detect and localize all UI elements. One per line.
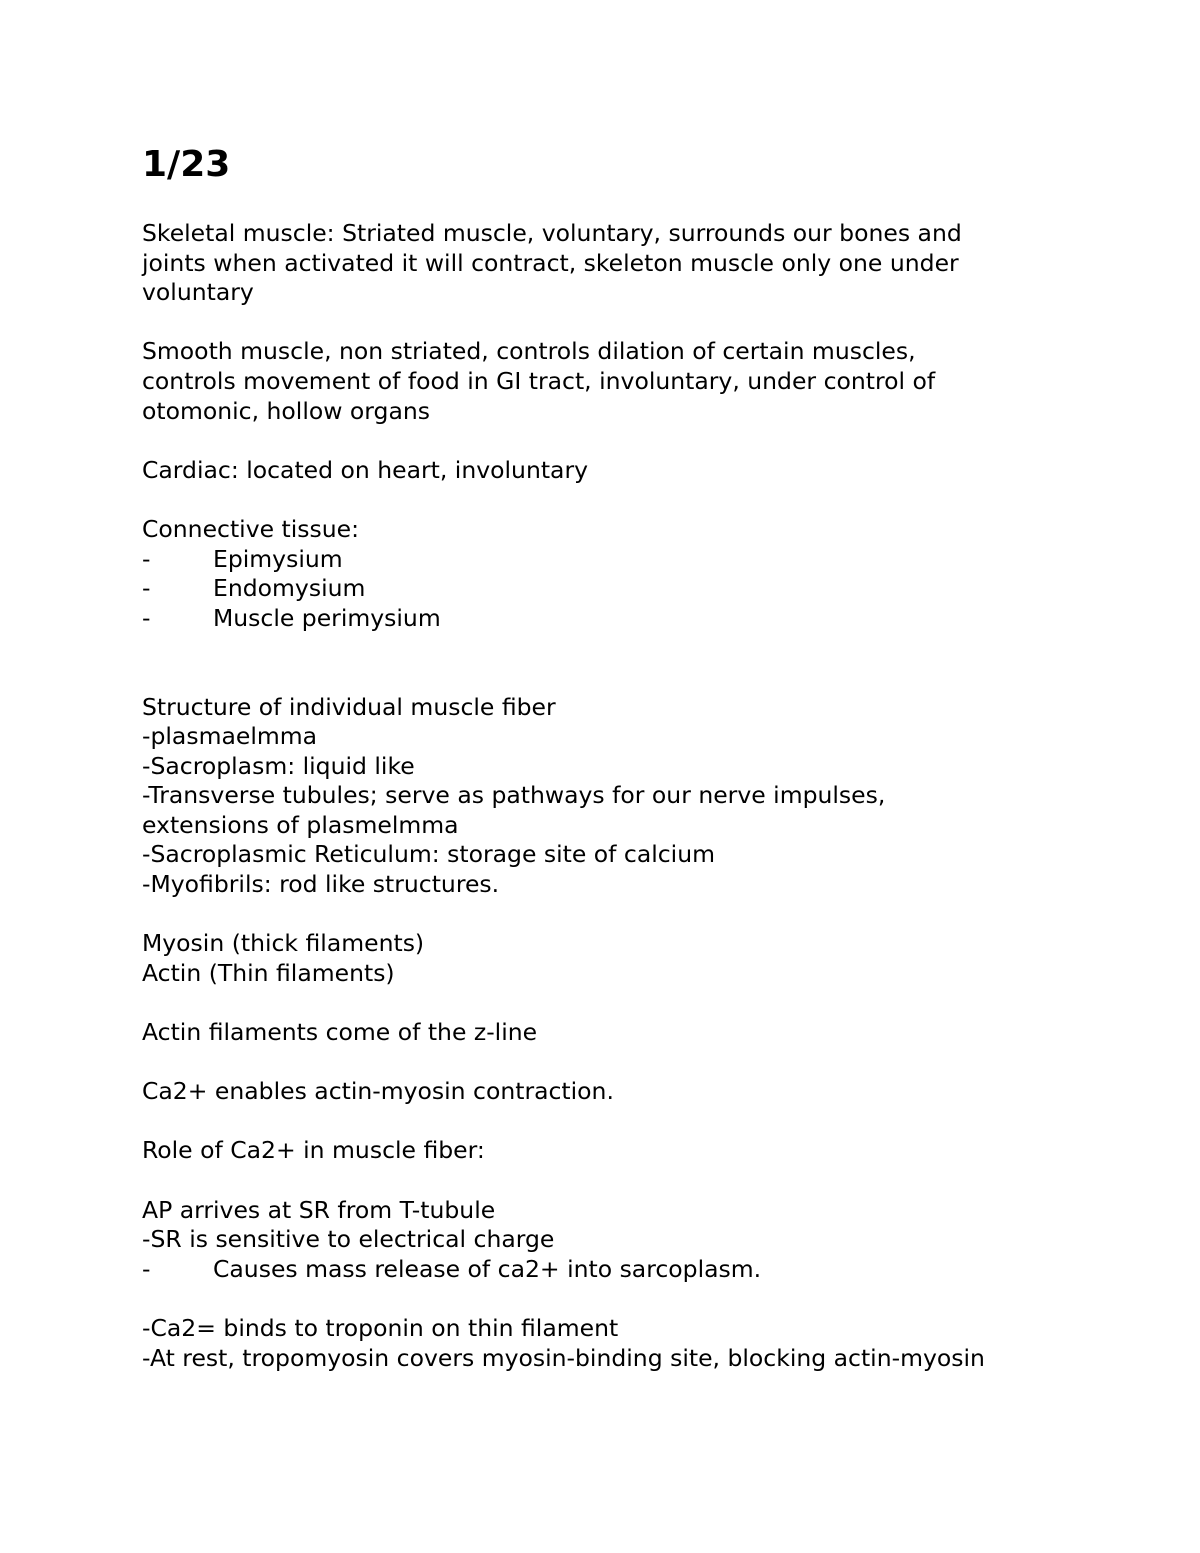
bullet-text: Muscle perimysium <box>213 603 441 632</box>
bullet-dash: - <box>142 1254 151 1283</box>
text-line: extensions of plasmelmma <box>142 810 459 839</box>
bullet-text: Endomysium <box>213 574 366 603</box>
skeletal-muscle-paragraph <box>142 219 1142 308</box>
text-line: -Transverse tubules; serve as pathways for our nerve impulses, <box>142 781 886 810</box>
document-body <box>142 143 1142 1373</box>
calcium-role-title: Role of Ca2+ in muscle fiber: <box>142 1136 485 1165</box>
connective-tissue-title: Connective tissue: <box>142 514 360 543</box>
muscle-fiber-structure-section <box>142 693 1142 900</box>
bullet-text: Epimysium <box>213 544 343 573</box>
text-line: -plasmaelmma <box>142 722 318 751</box>
action-potential-section <box>142 1196 1142 1285</box>
text-line: controls movement of food in GI tract, involuntary, under control of <box>142 366 936 395</box>
calcium-enables-paragraph: Ca2+ enables actin-myosin contraction. <box>142 1077 614 1106</box>
bullet-item <box>142 1255 1142 1285</box>
text-line: Smooth muscle, non striated, controls dilation of certain muscles, <box>142 337 916 366</box>
smooth-muscle-paragraph <box>142 337 1142 426</box>
bullet-dash: - <box>142 544 151 573</box>
text-line: Actin (Thin filaments) <box>142 958 395 987</box>
text-line: -At rest, tropomyosin covers myosin-binding site, blocking actin-myosin <box>142 1343 985 1372</box>
bullet-dash: - <box>142 603 151 632</box>
bullet-item <box>142 574 1142 604</box>
text-line: -Sacroplasm: liquid like <box>142 751 415 780</box>
text-line: Skeletal muscle: Striated muscle, voluntary, surrounds our bones and <box>142 219 962 247</box>
actin-zline-paragraph: Actin filaments come of the z-line <box>142 1018 538 1047</box>
text-line: -Myofibrils: rod like structures. <box>142 870 500 899</box>
connective-tissue-section <box>142 515 1142 633</box>
filaments-section <box>142 929 1142 988</box>
text-line: -SR is sensitive to electrical charge <box>142 1225 555 1254</box>
troponin-section <box>142 1314 1142 1373</box>
bullet-item <box>142 604 1142 634</box>
bullet-text: Causes mass release of ca2+ into sarcoplasm. <box>213 1254 762 1283</box>
text-line: Myosin (thick filaments) <box>142 929 425 958</box>
text-line: joints when activated it will contract, skeleton muscle only one under <box>142 248 959 277</box>
text-line: Structure of individual muscle fiber <box>142 692 556 721</box>
bullet-dash: - <box>142 574 151 603</box>
text-line: -Ca2= binds to troponin on thin filament <box>142 1313 619 1342</box>
text-line: otomonic, hollow organs <box>142 396 431 425</box>
text-line: voluntary <box>142 278 254 307</box>
date-heading: 1/23 <box>142 144 231 185</box>
text-line: AP arrives at SR from T-tubule <box>142 1195 496 1224</box>
cardiac-paragraph: Cardiac: located on heart, involuntary <box>142 455 589 484</box>
text-line: -Sacroplasmic Reticulum: storage site of calcium <box>142 840 715 869</box>
bullet-item <box>142 545 1142 575</box>
